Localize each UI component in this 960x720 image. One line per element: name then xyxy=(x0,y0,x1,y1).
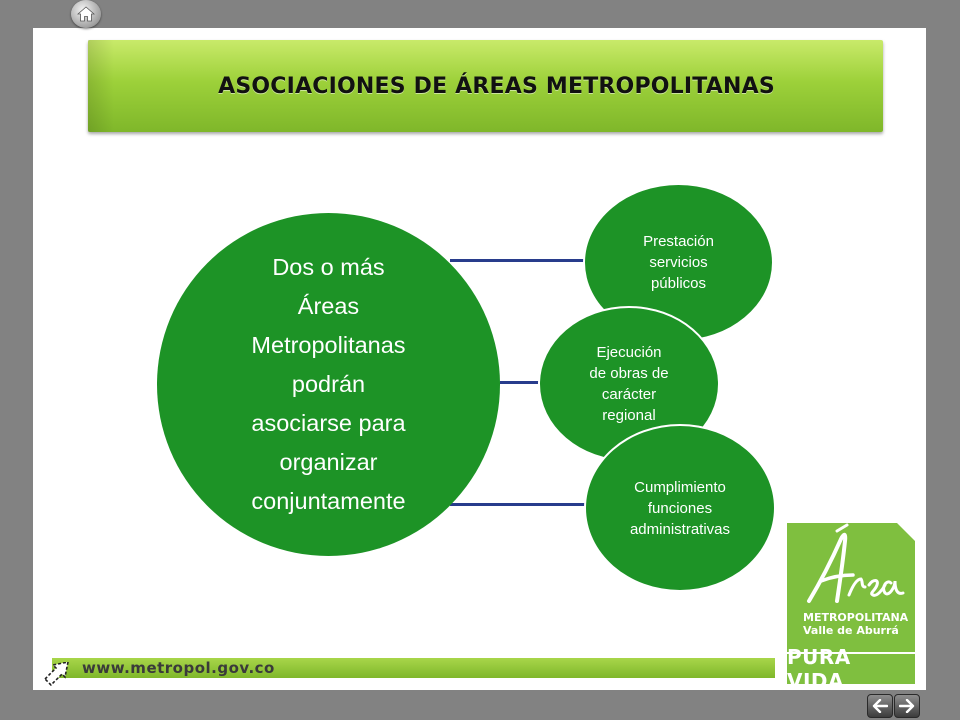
function-circle-administrative xyxy=(584,424,776,592)
function-line: Prestación xyxy=(643,233,714,250)
main-line: conjuntamente xyxy=(251,488,406,514)
function-text xyxy=(630,477,730,540)
main-line: asociarse para xyxy=(251,410,406,436)
connector-line-middle xyxy=(500,381,542,384)
main-statement-circle xyxy=(157,213,500,556)
function-line: Ejecución xyxy=(596,344,662,361)
connector-line-bottom xyxy=(450,503,588,506)
slogan-box xyxy=(787,645,915,693)
main-statement-text xyxy=(219,248,439,521)
function-line: Cumplimiento xyxy=(634,478,726,496)
function-line: regional xyxy=(602,407,656,424)
pointer-cursor-icon xyxy=(42,662,76,686)
function-line: públicos xyxy=(650,275,707,292)
page-title: ASOCIACIONES DE ÁREAS METROPOLITANAS xyxy=(218,73,775,99)
function-line: administrativas xyxy=(629,520,731,538)
main-line: Metropolitanas xyxy=(251,332,406,358)
arrow-left-icon xyxy=(872,699,888,713)
function-line: de obras de xyxy=(589,365,669,382)
website-link[interactable]: www.metropol.gov.co xyxy=(82,659,275,677)
logo-name: METROPOLITANA xyxy=(803,611,909,624)
function-text xyxy=(589,342,668,426)
previous-slide-button[interactable] xyxy=(867,694,893,718)
slogan-text: PURA VIDA xyxy=(787,645,851,693)
logo-subtitle: Valle de Aburrá xyxy=(803,624,899,637)
next-slide-button[interactable] xyxy=(894,694,920,718)
title-banner xyxy=(88,40,883,132)
function-line: funciones xyxy=(647,499,713,517)
home-icon xyxy=(77,6,95,22)
connector-line-top xyxy=(450,259,588,262)
main-line: Áreas xyxy=(297,293,360,319)
main-line: organizar xyxy=(279,449,378,475)
arrow-right-icon xyxy=(899,699,915,713)
function-line: carácter xyxy=(601,386,657,403)
main-line: Dos o más xyxy=(272,254,385,280)
function-line: servicios xyxy=(649,254,708,271)
home-button[interactable] xyxy=(71,0,101,28)
brand-logo xyxy=(787,523,915,652)
main-line: podrán xyxy=(291,371,366,397)
function-text xyxy=(643,231,714,294)
area-script-logo xyxy=(787,523,915,613)
